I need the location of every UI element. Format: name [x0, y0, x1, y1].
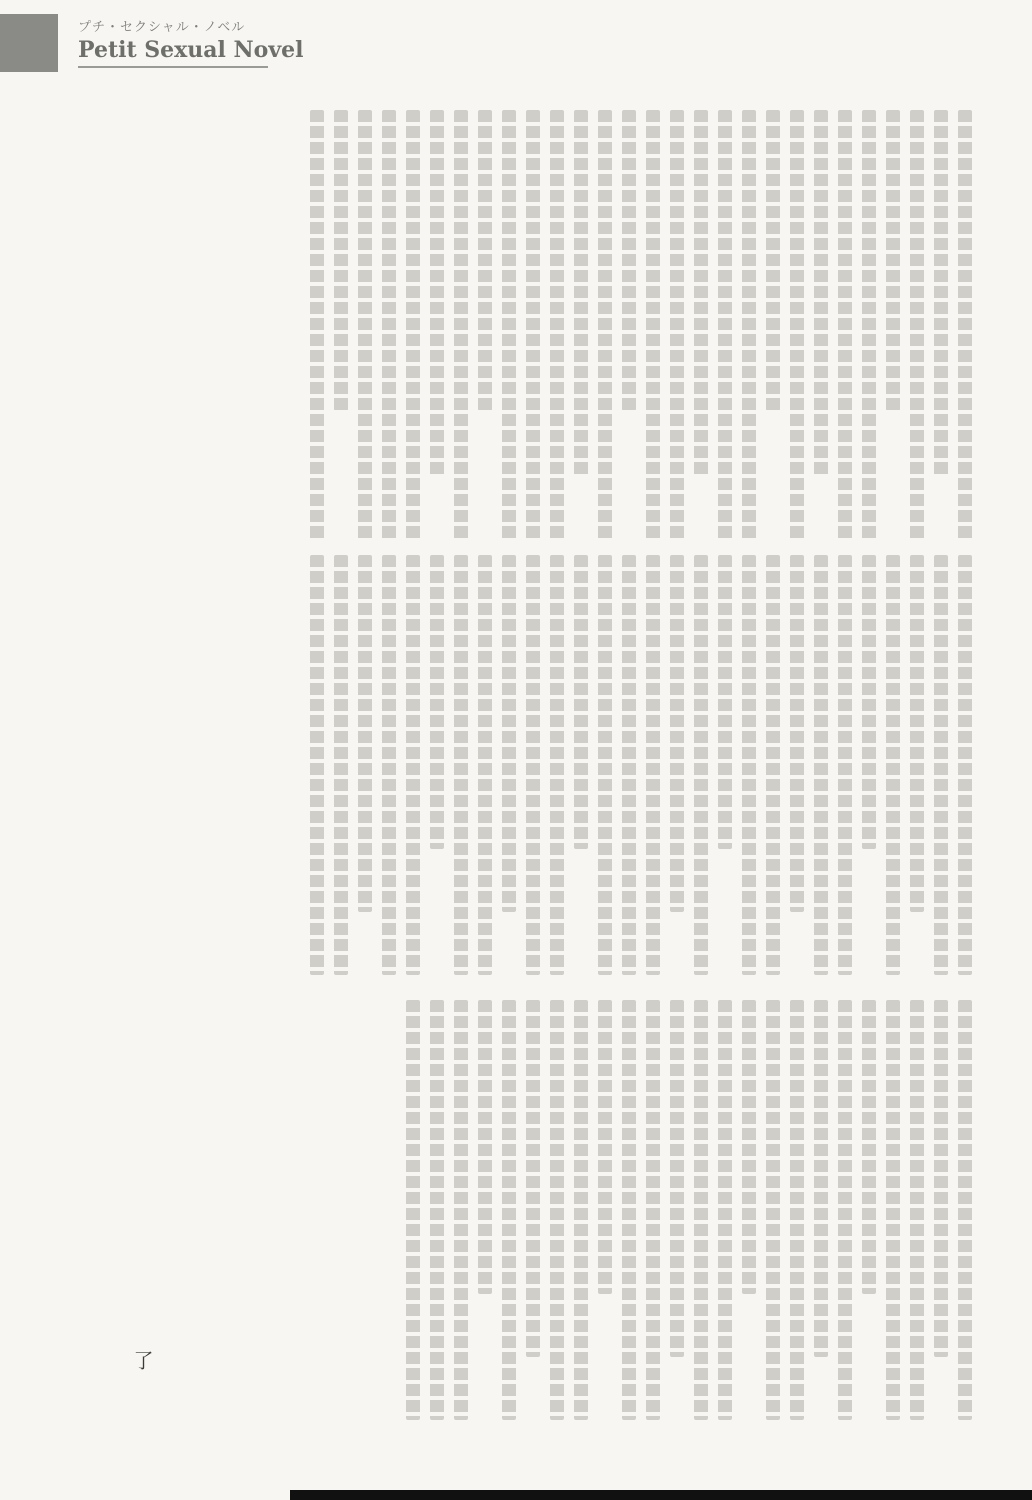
header-rule: [78, 66, 268, 68]
text-band-2: [100, 555, 972, 975]
end-mark: 了: [130, 1350, 154, 1370]
text-band-1: [100, 110, 972, 540]
header-title-latin: Petit Sexual Novel: [78, 37, 304, 63]
header-title-kana: プチ・セクシャル・ノベル: [78, 20, 246, 35]
header-square-icon: [0, 14, 58, 72]
bottom-edge-bar: [290, 1490, 1032, 1500]
page-header: [0, 14, 340, 62]
text-band-3: [100, 1000, 972, 1420]
